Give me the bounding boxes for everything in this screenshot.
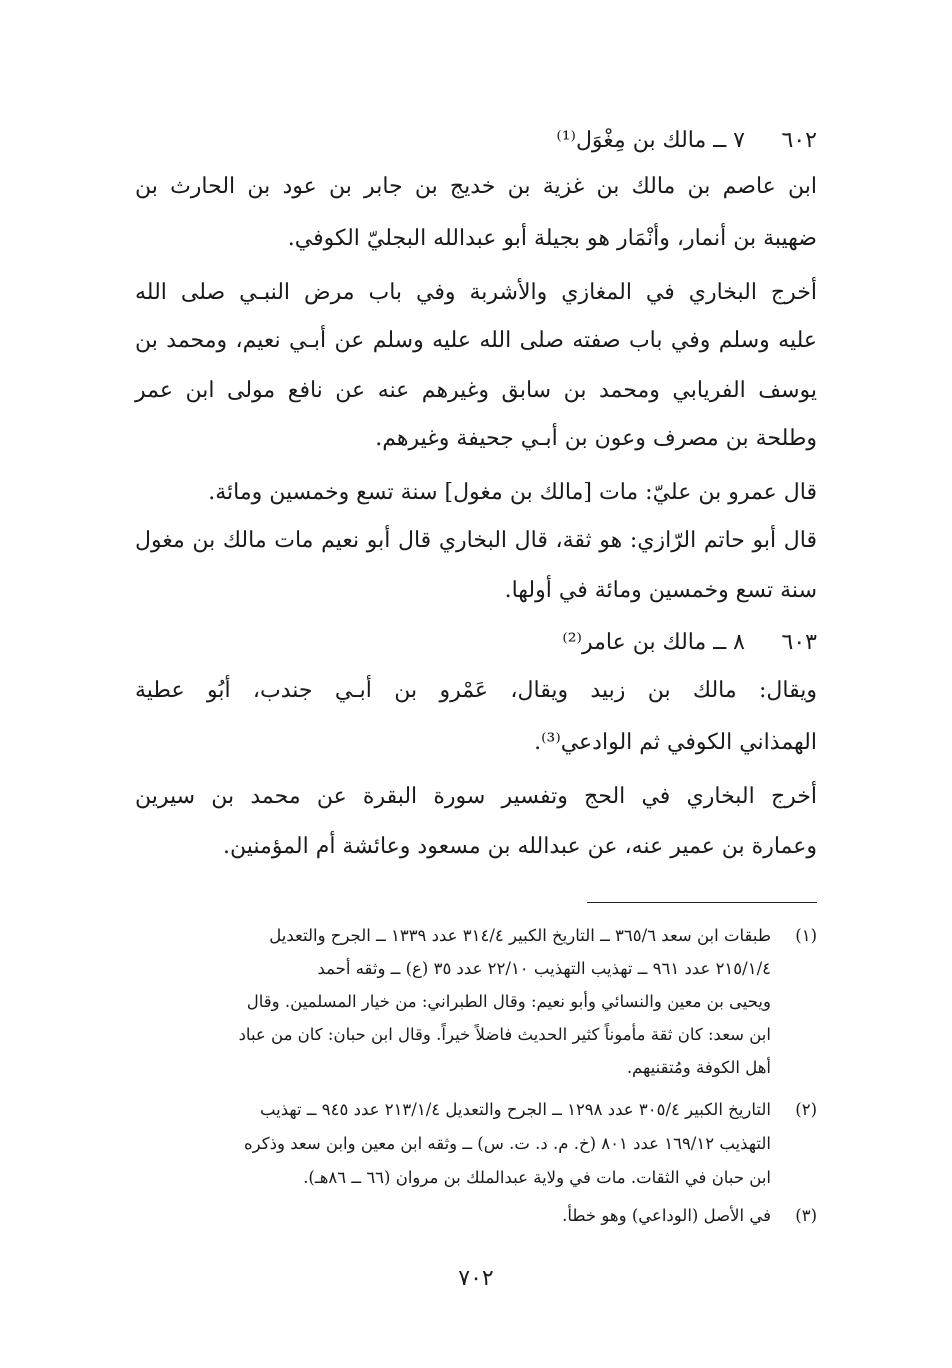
- body-line: عليه وسلم وفي باب صفته صلى الله عليه وسلم عن أبـي نعيم، ومحمد بن: [135, 328, 817, 353]
- body-line: ويقال: مالك بن زبيد ويقال، عَمْرو بن أبـي جندب، أبُو عطية: [135, 678, 817, 703]
- footnote-text: التاريخ الكبير ٣٠٥/٤ عدد ١٢٩٨ ــ الجرح والتعديل ٢١٣/١/٤ عدد ٩٤٥ ــ تهذيب: [259, 1100, 771, 1119]
- footnote-separator: [587, 902, 817, 903]
- entry-heading: [135, 628, 817, 658]
- entry-title: ٨ ــ مالك بن عامر⁽²⁾: [562, 630, 745, 655]
- page-number: ٧٠٢: [458, 1266, 494, 1291]
- body-line: الهمذاني الكوفي ثم الوادعي⁽³⁾.: [534, 730, 817, 755]
- footnote-line: أهل الكوفة ومُتقنيهم.: [626, 1058, 771, 1077]
- body-line: قال أبو حاتم الرّازي: هو ثقة، قال البخاري قال أبو نعيم مات مالك بن مغول: [135, 528, 817, 553]
- body-line: يوسف الفريابي ومحمد بن سابق وغيرهم عنه عن نافع مولى ابن عمر: [135, 378, 817, 403]
- footnote-mark: (٢): [795, 1100, 817, 1119]
- body-line: وعمارة بن عمير عنه، عن عبدالله بن مسعود وعائشة أم المؤمنين.: [223, 834, 817, 859]
- footnote-mark: (١): [795, 926, 817, 945]
- entry-number: ٦٠٣: [781, 630, 817, 655]
- body-line: ضهيبة بن أنمار، وأنْمَار هو بجيلة أبو عبدالله البجليّ الكوفي.: [287, 226, 817, 251]
- body-line: أخرج البخاري في المغازي والأشربة وفي باب مرض النبـي صلى الله: [135, 280, 817, 305]
- footnote-line: ويحيى بن معين والنسائي وأبو نعيم: وقال الطبراني: من خيار المسلمين. وقال: [246, 992, 771, 1011]
- body-line: أخرج البخاري في الحج وتفسير سورة البقرة عن محمد بن سيرين: [135, 784, 817, 809]
- footnote-line: التهذيب ١٦٩/١٢ عدد ٨٠١ (خ. م. د. ت. س) ــ وثقه ابن معين وابن سعد وذكره: [244, 1134, 771, 1153]
- body-line: قال عمرو بن عليّ: مات [مالك بن مغول] سنة تسع وخمسين ومائة.: [208, 480, 817, 505]
- footnote-text: طبقات ابن سعد ٣٦٥/٦ ــ التاريخ الكبير ٣١٤/٤ عدد ١٣٣٩ ــ الجرح والتعديل: [269, 926, 771, 945]
- body-line: وطلحة بن مصرف وعون بن أبـي جحيفة وغيرهم.: [375, 426, 817, 451]
- footnote-mark: (٣): [795, 1206, 817, 1225]
- footnote-line: [135, 1204, 817, 1228]
- footnote-line: ابن سعد: كان ثقة مأموناً كثير الحديث فاضلاً خيراً. وقال ابن حبان: كان من عباد: [238, 1025, 771, 1044]
- footnote-line: [135, 1098, 817, 1122]
- footnote-text: في الأصل (الوداعي) وهو خطأ.: [562, 1206, 771, 1225]
- footnote-line: ٢١٥/١/٤ عدد ٩٦١ ــ تهذيب التهذيب ٢٢/١٠ عدد ٣٥ (ع) ــ وثقه أحمد: [317, 959, 771, 978]
- footnote-line: ابن حبان في الثقات. مات في ولاية عبدالملك بن مروان (٦٦ ــ ٨٦هـ).: [303, 1168, 771, 1187]
- body-line: ابن عاصم بن مالك بن غزية بن خديج بن جابر بن عود بن الحارث بن: [135, 174, 817, 199]
- entry-title: ٧ ــ مالك بن مِغْوَل⁽¹⁾: [556, 128, 745, 153]
- entry-heading: [135, 126, 817, 156]
- footnote-line: [135, 924, 817, 948]
- body-line: سنة تسع وخمسين ومائة في أولها.: [504, 578, 817, 603]
- entry-number: ٦٠٢: [781, 128, 817, 153]
